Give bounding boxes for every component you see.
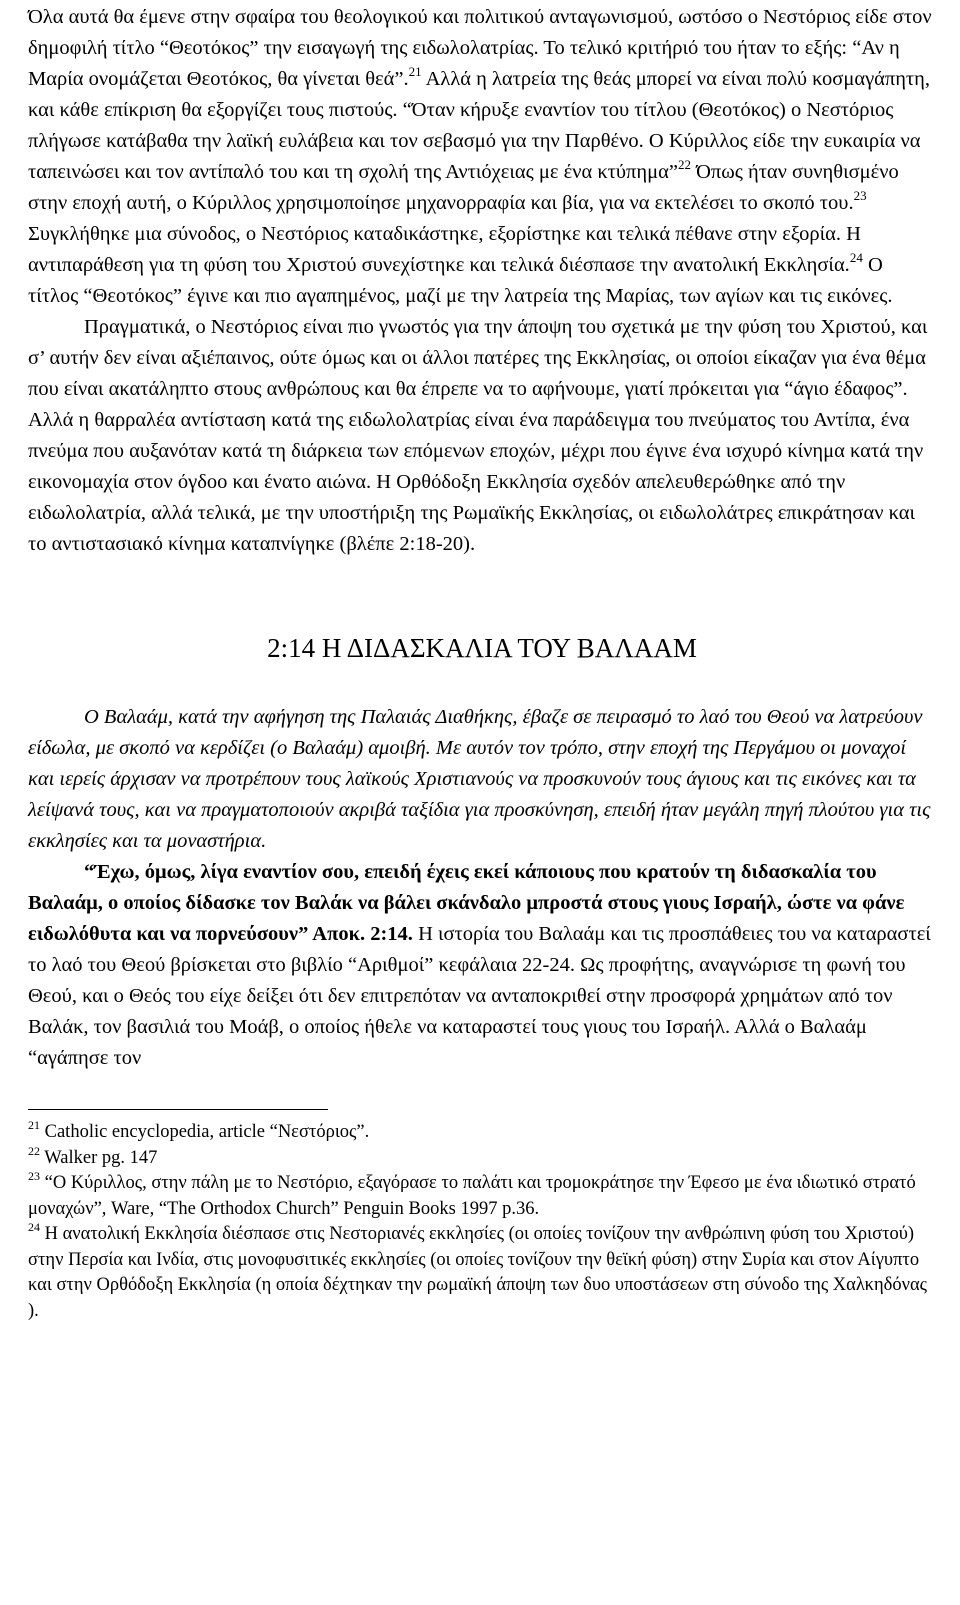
footnote-21 <box>28 1120 936 1146</box>
paragraph-balaam-quote <box>28 857 936 1074</box>
footnote-text: Walker pg. 147 <box>40 1147 158 1168</box>
text-run: Συγκλήθηκε μια σύνοδος, ο Νεστόριος καταδικάστηκε, εξορίστηκε και τελικά πέθανε στην εξορία. Η αντιπαράθεση για τη φύση του Χριστού συνεχίστηκε και τελικά διέσπασε την ανατολική Εκκλησία. <box>28 223 861 276</box>
footnote-ref-23[interactable]: 23 <box>853 188 867 203</box>
text-run: Όπως ήταν συνηθισμένο στην εποχή αυτή, ο Κύριλλος χρησιμοποίησε μηχανορραφία και βία, για να εκτελέσει το σκοπό του. <box>28 161 899 214</box>
paragraph-antipas-spirit: Πραγματικά, ο Νεστόριος είναι πιο γνωστός για την άποψη του σχετικά με την φύση του Χριστού, και σ’ αυτήν δεν είναι αξιέπαινος, ούτε όμως και οι άλλοι πατέρες της Εκκλησίας, οι οποίοι είκαζαν για ένα θέμα που είναι ακατάληπτο στους ανθρώπους και θα έπρεπε να το αφήνουμε, γιατί πρόκειται για “άγιο έδαφος”. Αλλά η θαρραλέα αντίσταση κατά της ειδωλολατρίας είναι ένα παράδειγμα του πνεύματος του Αντίπα, ένα πνεύμα που αυξανόταν κατά τη διάρκεια των επόμενων εποχών, μέχρι που έγινε ένα ισχυρό κίνημα κατά την εικονομαχία στον όγδοο και ένατο αιώνα. Η Ορθόδοξη Εκκλησία σχεδόν απελευθερώθηκε από την ειδωλολατρία, αλλά τελικά, με την υποστήριξη της Ρωμαϊκής Εκκλησίας, οι ειδωλολάτρες επικράτησαν και το αντιστασιακό κίνημα καταπνίγηκε (βλέπε 2:18-20). <box>28 316 928 555</box>
footnote-text: Η ανατολική Εκκλησία διέσπασε στις Νεστοριανές εκκλησίες (οι οποίες τονίζουν την ανθρώπινη φύση του Χριστού) στην Περσία και Ινδία, στις μονοφυσιτικές εκκλησίες (οι οποίες τονίζουν την θεϊκή φύση) στην Συρία και στον Αίγυπτο και στην Ορθόδοξη Εκκλησία (η οποία δέχτηκαν την ρωμαϊκή άποψη των δυο υποστάσεων στη σύνοδο της Χαλκηδόνας ). <box>28 1224 927 1321</box>
footnote-23 <box>28 1171 936 1222</box>
paragraph-balaam-intro: Ο Βαλαάμ, κατά την αφήγηση της Παλαιάς Διαθήκης, έβαζε σε πειρασμό το λαό του Θεού να λατρεύουν είδωλα, με σκοπό να κερδίζει (ο Βαλαάμ) αμοιβή. Με αυτόν τον τρόπο, στην εποχή της Περγάμου οι μοναχοί και ιερείς άρχισαν να προτρέπουν τους λαϊκούς Χριστιανούς να προσκυνούν τους άγιους και τις εικόνες και τα λείψανά τους, και να πραγματοποιούν ακριβά ταξίδια για προσκύνηση, επειδή ήταν μεγάλη πηγή πλούτου για τις εκκλησίες και τα μοναστήρια. <box>28 706 931 852</box>
footnote-number: 23 <box>28 1169 40 1183</box>
footnote-number: 22 <box>28 1143 40 1158</box>
text-run: Αλλά η λατρεία της θεάς μπορεί να είναι πολύ κοσμαγάπητη, και κάθε επίκριση θα εξοργίζει τους πιστούς. “Όταν κήρυξε εναντίον του τίτλου (Θεοτόκος) ο Νεστόριος πλήγωσε κατάβαθα την λαϊκή ευλάβεια και τον σεβασμό για την Παρθένο. Ο Κύριλλος είδε την ευκαιρία να ταπεινώσει και τον αντίπαλό του και τη σχολή της Αντιόχειας με ένα κτύπημα” <box>28 68 931 183</box>
footnote-text: “Ο Κύριλλος, στην πάλη με το Νεστόριο, εξαγόρασε το παλάτι και τρομοκράτησε την Έφεσο με ένα ιδιωτικό στρατό μοναχών”, Ware, “The Orthodox Church” Penguin Books 1997 p.36. <box>28 1173 916 1219</box>
footnote-divider <box>28 1109 328 1110</box>
footnote-ref-22[interactable]: 22 <box>677 157 691 172</box>
scripture-quote: “Έχω, όμως, λίγα εναντίον σου, επειδή έχεις εκεί κάποιους που κρατούν τη διδασκαλία του Βαλαάμ, ο οποίος δίδασκε τον Βαλάκ να βάλει σκάνδαλο μπροστά στους γιους Ισραήλ, ώστε να φάνε ειδωλόθυτα και να πορνεύσουν” Αποκ. 2:14. <box>28 861 905 945</box>
footnote-ref-24[interactable]: 24 <box>849 250 863 265</box>
text-run: Όλα αυτά θα έμενε στην σφαίρα του θεολογικού και πολιτικού ανταγωνισμού, ωστόσο ο Νεστόριος είδε στον δημοφιλή τίτλο “Θεοτόκος” την εισαγωγή της ειδωλολατρίας. Το τελικό κριτήριό του ήταν το εξής: “Αν η Μαρία ονομάζεται Θεοτόκος, θα γίνεται θεά”. <box>28 6 932 90</box>
footnote-22 <box>28 1143 936 1172</box>
text-run: Η ιστορία του Βαλαάμ και τις προσπάθειες του να καταραστεί το λαό του Θεού βρίσκεται στο βιβλίο “Αριθμοί” κεφάλαια 22-24. Ως προφήτης, αναγνώρισε τη φωνή του Θεού, και ο Θεός του είχε δείξει ότι δεν επιτρεπόταν να ανταποκριθεί στην προσφορά χρημάτων από τον Βαλάκ, τον βασιλιά του Μοάβ, ο οποίος ήθελε να καταραστεί τους γιους του Ισραήλ. Αλλά ο Βαλαάμ “αγάπησε τον <box>28 923 931 1069</box>
footnotes <box>28 1120 936 1324</box>
footnote-number: 21 <box>28 1118 40 1132</box>
footnote-text: Catholic encyclopedia, article “Νεστόριος”. <box>40 1122 370 1142</box>
footnote-ref-21[interactable]: 21 <box>408 64 422 79</box>
paragraph-nestorius <box>28 2 936 312</box>
footnote-number: 24 <box>28 1220 40 1234</box>
footnote-24 <box>28 1222 936 1324</box>
text-run: Ο τίτλος “Θεοτόκος” έγινε και πιο αγαπημένος, μαζί με την λατρεία της Μαρίας, των αγίων και τις εικόνες. <box>28 254 893 307</box>
section-heading: 2:14 Η ΔΙΔΑΣΚΑΛΙΑ ΤΟΥ ΒΑΛΑΑΜ <box>267 633 697 663</box>
